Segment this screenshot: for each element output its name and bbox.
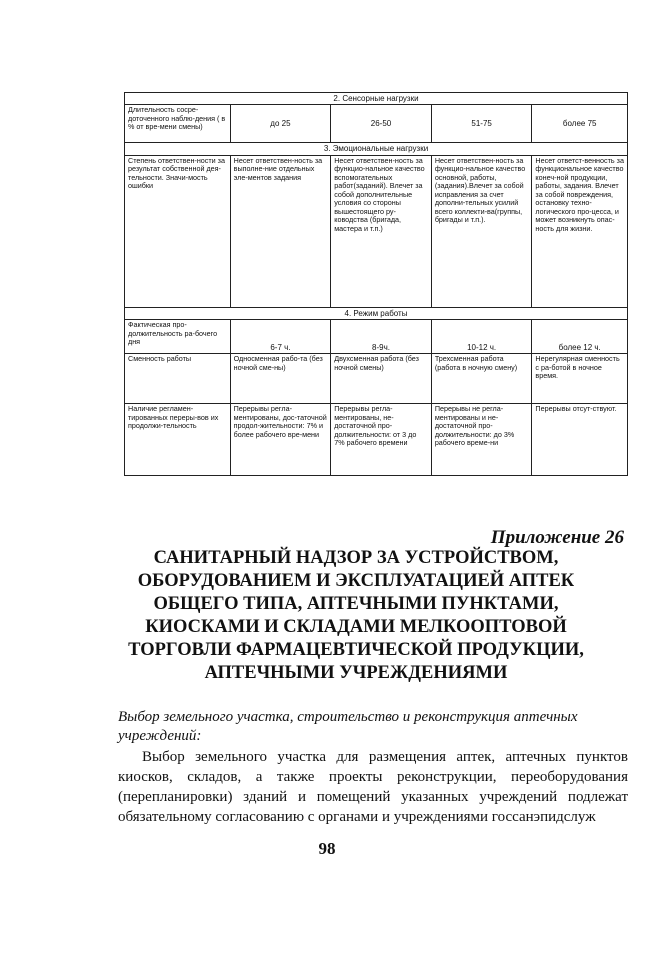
- table-cell: 26-50: [331, 105, 432, 143]
- body-paragraph: Выбор земельного участка для размещения аптек, аптечных пунктов киосков, складов, а также проекты реконструкции, переоборудования (перепланировки) зданий и помещений указанных учреждений подлежат обязательному согласованию с органами и учреждениями госсанэпидслуж: [118, 749, 628, 825]
- appendix-label: Приложение 26: [490, 527, 624, 548]
- table-cell: 8-9ч.: [331, 320, 432, 354]
- table-cell: Нерегулярная сменность с ра-ботой в ночное время.: [532, 354, 628, 404]
- table-cell: Двухсменная работа (без ночной смены): [331, 354, 432, 404]
- table-cell: Несет ответствен-ность за функцио-нальное качество основной, работы, (задания).Влечет за собой исправления за счет дополни-тельных усилий всего коллекти-ва(группы, бригады и т.п.).: [431, 155, 532, 307]
- table-cell: Трехсменная работа (работа в ночную смену): [431, 354, 532, 404]
- page-number: 98: [318, 839, 336, 858]
- table-cell: 6-7 ч.: [230, 320, 331, 354]
- table-cell: 10-12 ч.: [431, 320, 532, 354]
- table-cell: более 75: [532, 105, 628, 143]
- table-cell: более 12 ч.: [532, 320, 628, 354]
- table-row: [125, 404, 628, 476]
- table-cell: Перерывы регла-ментированы, дос-таточной продол-жительности: 7% и более рабочего вре-мени: [230, 404, 331, 476]
- table-cell: Несет ответст-венность за функциональное качество конеч-ной продукции, работы, задания. Влечет за собой повреждения, остановку техно-логического про-цесса, и может возникнуть опас-ность для жизни.: [532, 155, 628, 307]
- row-label: Степень ответствен-ности за результат собственной дея-тельности. Значи-мость ошибки: [125, 155, 231, 307]
- section-header: 4. Режим работы: [125, 307, 628, 319]
- subheading: Выбор земельного участка, строительство и реконструкция аптечных учреждений:: [118, 709, 578, 744]
- table-cell: Перерывы регла-ментированы, не-достаточной про-должительности: от 3 до 7% рабочего времени: [331, 404, 432, 476]
- table-cell: Несет ответствен-ность за функцио-нальное качество вспомогательных работ(заданий). Влечет за собой дополнительные условия со стороны вышестоящего ру-ководства (бригада, мастера и т.п.): [331, 155, 432, 307]
- section-row: [125, 93, 628, 105]
- table-cell: Перерывы отсут-ствуют.: [532, 404, 628, 476]
- table-row: [125, 354, 628, 404]
- section-row: [125, 307, 628, 319]
- table-row: [125, 155, 628, 307]
- row-label: Длительность сосре-доточенного наблю-дения ( в % от вре-мени смены): [125, 105, 231, 143]
- table-cell: 51-75: [431, 105, 532, 143]
- requirements-table: [124, 92, 628, 476]
- row-label: Наличие регламен-тированных переры-вов их продолжи-тельность: [125, 404, 231, 476]
- section-header: 2. Сенсорные нагрузки: [125, 93, 628, 105]
- table-cell: Несет ответствен-ность за выполне-ние отдельных эле-ментов задания: [230, 155, 331, 307]
- section-title: САНИТАРНЫЙ НАДЗОР ЗА УСТРОЙСТВОМ, ОБОРУДОВАНИЕМ И ЭКСПЛУАТАЦИЕЙ АПТЕК ОБЩЕГО ТИПА, АПТЕЧНЫМИ ПУНКТАМИ, КИОСКАМИ И СКЛАДАМИ МЕЛКООПТОВОЙ ТОРГОВЛИ ФАРМАЦЕВТИЧЕСКОЙ ПРОДУКЦИИ, АПТЕЧНЫМИ УЧРЕЖДЕНИЯМИ: [128, 548, 584, 683]
- table-cell: Перерывы не регла-ментированы и не-достаточной про-должительности: до 3% рабочего време-ни: [431, 404, 532, 476]
- table-cell: Односменная рабо-та (без ночной сме-ны): [230, 354, 331, 404]
- row-label: Фактическая про-должительность ра-бочего дня: [125, 320, 231, 354]
- section-row: [125, 143, 628, 155]
- table-row: [125, 105, 628, 143]
- table-row: [125, 320, 628, 354]
- table-cell: до 25: [230, 105, 331, 143]
- section-header: 3. Эмоциональные нагрузки: [125, 143, 628, 155]
- row-label: Сменность работы: [125, 354, 231, 404]
